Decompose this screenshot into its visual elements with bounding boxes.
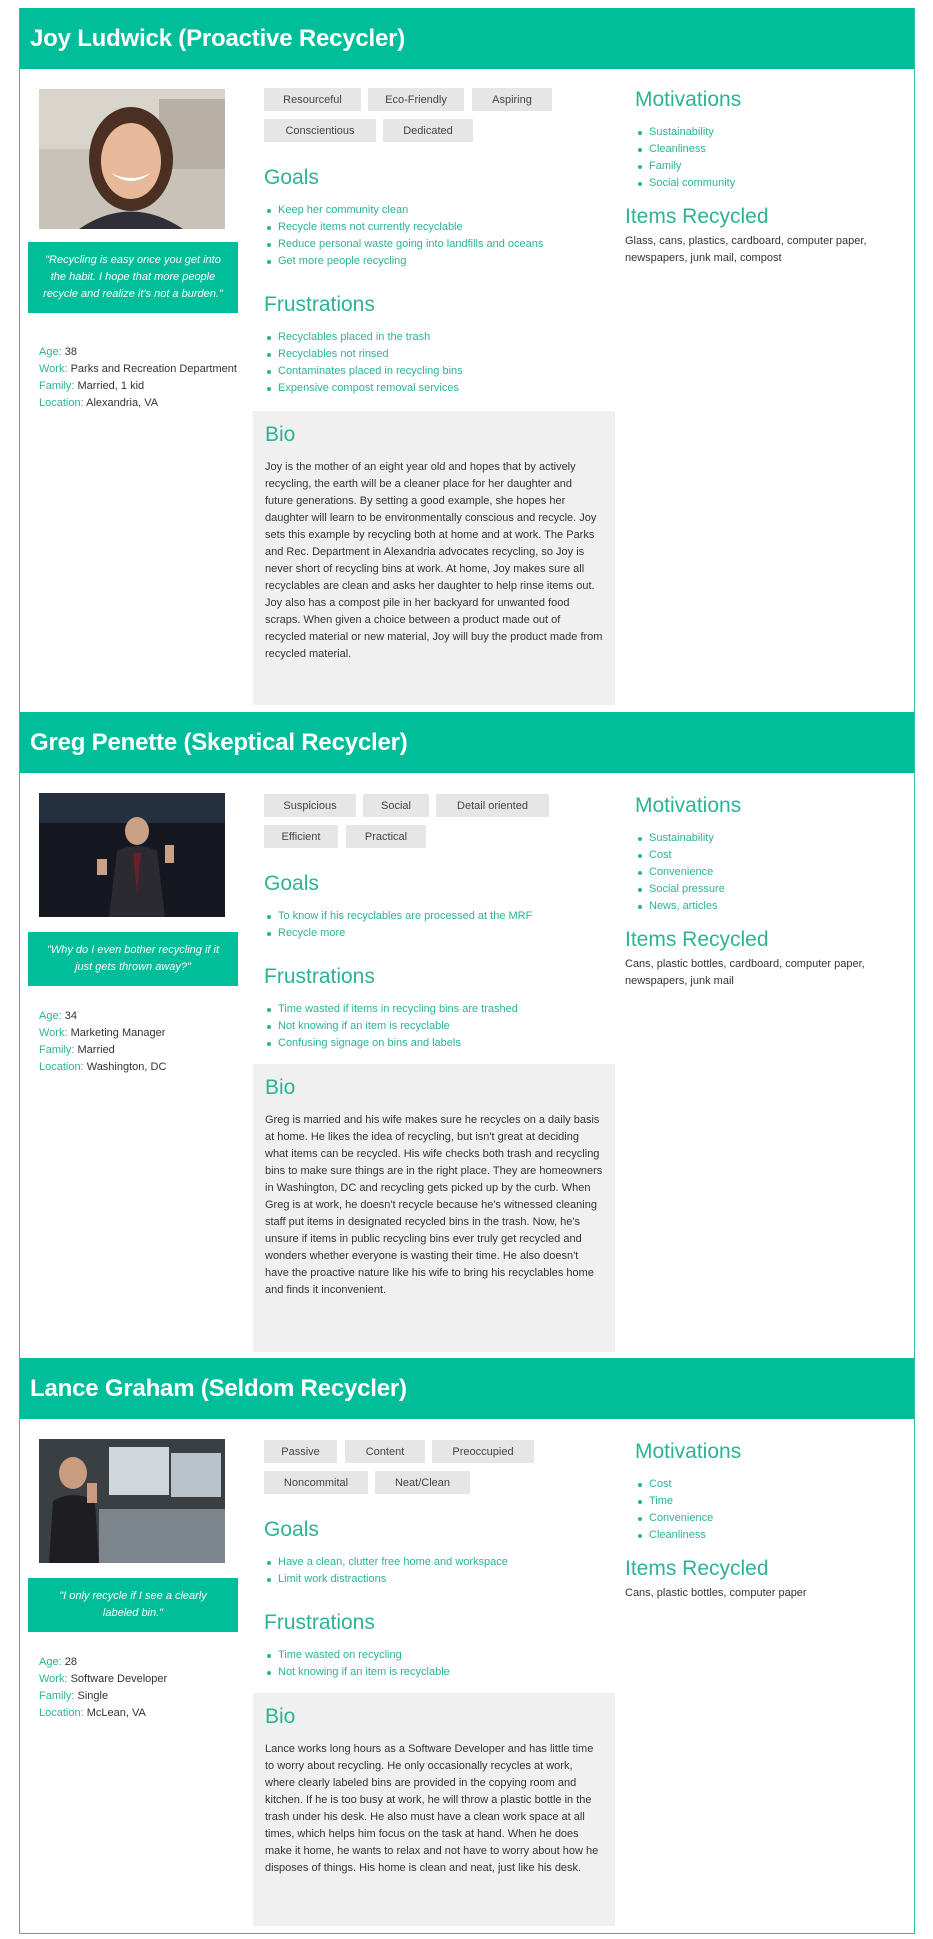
trait-tag: Suspicious (264, 794, 356, 817)
family-label: Family: (39, 1690, 75, 1702)
motivation-item: Convenience (635, 864, 895, 881)
family-value: Married, 1 kid (77, 380, 145, 392)
bio-title: Bio (265, 1076, 296, 1099)
items-recycled-text: Cans, plastic bottles, computer paper (625, 1587, 807, 1599)
work-label: Work: (39, 1673, 68, 1685)
frustration-item: Not knowing if an item is recyclable (264, 1664, 624, 1681)
frustrations-list (264, 1647, 624, 1681)
age-value: 28 (64, 1656, 77, 1668)
persona-facts (39, 344, 239, 412)
motivation-item: Family (635, 158, 895, 175)
persona-facts (39, 1008, 239, 1076)
motivation-item: Cleanliness (635, 1527, 895, 1544)
work-label: Work: (39, 1027, 68, 1039)
motivation-item: Cost (635, 1476, 895, 1493)
frustration-item: Time wasted if items in recycling bins are trashed (264, 1001, 624, 1018)
bio-title: Bio (265, 423, 296, 446)
items-recycled-title: Items Recycled (625, 928, 769, 951)
trait-tag: Efficient (264, 825, 338, 848)
age-label: Age: (39, 1656, 62, 1668)
work-value: Parks and Recreation Department (70, 363, 237, 375)
items-recycled-text: Cans, plastic bottles, cardboard, computer paper, newspapers, junk mail (625, 958, 865, 987)
age-value: 38 (64, 346, 77, 358)
persona-header (20, 8, 914, 69)
frustration-item: Expensive compost removal services (264, 380, 624, 397)
location-value: McLean, VA (86, 1707, 146, 1719)
frustration-item: Time wasted on recycling (264, 1647, 624, 1664)
motivations-title: Motivations (635, 88, 742, 111)
trait-tag: Conscientious (264, 119, 376, 142)
location-label: Location: (39, 1061, 84, 1073)
trait-tag: Resourceful (264, 88, 361, 111)
motivation-item: Sustainability (635, 830, 895, 847)
man-presenting-photo (39, 793, 225, 917)
family-value: Single (77, 1690, 109, 1702)
persona-name: Joy Ludwick (Proactive Recycler) (30, 24, 406, 52)
age-label: Age: (39, 1010, 62, 1022)
items-recycled-title: Items Recycled (625, 1557, 769, 1580)
location-value: Washington, DC (86, 1061, 167, 1073)
goals-list (264, 1554, 624, 1588)
work-label: Work: (39, 363, 68, 375)
work-value: Software Developer (70, 1673, 168, 1685)
persona-quote: "I only recycle if I see a clearly labeled bin." (28, 1578, 238, 1632)
motivations-list (635, 830, 895, 915)
goals-title: Goals (264, 166, 319, 189)
persona-name: Greg Penette (Skeptical Recycler) (30, 728, 408, 756)
motivation-item: News, articles (635, 898, 895, 915)
motivations-title: Motivations (635, 794, 742, 817)
persona-quote: "Recycling is easy once you get into the habit. I hope that more people recycle and realize it's not a burden." (28, 242, 238, 313)
frustration-item: Confusing signage on bins and labels (264, 1035, 624, 1052)
trait-tag: Neat/Clean (375, 1471, 470, 1494)
age-value: 34 (64, 1010, 77, 1022)
goal-item: To know if his recyclables are processed at the MRF (264, 908, 624, 925)
motivation-item: Time (635, 1493, 895, 1510)
persona-card-lance (19, 1358, 915, 1934)
motivation-item: Social pressure (635, 881, 895, 898)
bio-text: Joy is the mother of an eight year old and hopes that by actively recycling, the earth will be a cleaner place for her daughter and future generations. By setting a good example, she hopes her daughter will learn to be environmentally conscious and recycle. Joy sets this example by recycling both at home and at work. The Parks and Rec. Department in Alexandria advocates recycling, so Joy is never short of recycling bins at work. At home, Joy makes sure all recyclables are clean and asks her daughter to help rinse items out. Joy also has a compost pile in her backyard for unwanted food scraps. When given a choice between a product made out of recycled material or new material, Joy will buy the product made from recycled material. (265, 461, 603, 660)
goals-list (264, 202, 624, 270)
persona-header (20, 1358, 914, 1419)
goal-item: Keep her community clean (264, 202, 624, 219)
location-label: Location: (39, 397, 84, 409)
goal-item: Limit work distractions (264, 1571, 624, 1588)
persona-card-joy (19, 8, 915, 712)
bio-title: Bio (265, 1705, 296, 1728)
motivation-item: Social community (635, 175, 895, 192)
goals-title: Goals (264, 872, 319, 895)
frustration-item: Recyclables not rinsed (264, 346, 624, 363)
motivation-item: Convenience (635, 1510, 895, 1527)
motivations-list (635, 124, 895, 192)
trait-tag: Content (345, 1440, 425, 1463)
trait-tag: Practical (346, 825, 426, 848)
trait-tag: Dedicated (383, 119, 473, 142)
motivation-item: Sustainability (635, 124, 895, 141)
trait-tag: Eco-Friendly (368, 88, 464, 111)
trait-tag: Aspiring (472, 88, 552, 111)
goal-item: Get more people recycling (264, 253, 624, 270)
location-value: Alexandria, VA (86, 397, 159, 409)
trait-tag: Social (363, 794, 429, 817)
frustrations-title: Frustrations (264, 293, 375, 316)
persona-facts (39, 1654, 239, 1722)
family-label: Family: (39, 1044, 75, 1056)
goal-item: Recycle items not currently recyclable (264, 219, 624, 236)
motivations-list (635, 1476, 895, 1544)
frustrations-title: Frustrations (264, 1611, 375, 1634)
items-recycled-title: Items Recycled (625, 205, 769, 228)
motivation-item: Cleanliness (635, 141, 895, 158)
bio-panel (253, 1693, 615, 1926)
persona-header (20, 712, 914, 773)
bio-panel (253, 411, 615, 705)
persona-card-greg (19, 712, 915, 1358)
trait-tag: Passive (264, 1440, 337, 1463)
items-recycled-text: Glass, cans, plastics, cardboard, computer paper, newspapers, junk mail, compost (625, 235, 867, 264)
frustrations-list (264, 329, 624, 397)
goals-list (264, 908, 624, 942)
goal-item: Reduce personal waste going into landfills and oceans (264, 236, 624, 253)
bio-text: Lance works long hours as a Software Developer and has little time to worry about recycling. He only occasionally recycles at work, where clearly labeled bins are provided in the copying room and kitchen. If he is too busy at work, he will throw a plastic bottle in the trash under his desk. He also must have a clean work space at all times, which helps him focus on the task at hand. When he does make it home, he wants to relax and not have to worry about how he disposes of things. His home is clean and neat, just like his desk. (265, 1743, 599, 1874)
goal-item: Recycle more (264, 925, 624, 942)
persona-name: Lance Graham (Seldom Recycler) (30, 1374, 407, 1402)
frustration-item: Recyclables placed in the trash (264, 329, 624, 346)
frustrations-list (264, 1001, 624, 1052)
smiling-woman-photo (39, 89, 225, 229)
man-at-desk-photo (39, 1439, 225, 1563)
frustration-item: Not knowing if an item is recyclable (264, 1018, 624, 1035)
frustration-item: Contaminates placed in recycling bins (264, 363, 624, 380)
family-value: Married (77, 1044, 115, 1056)
goal-item: Have a clean, clutter free home and workspace (264, 1554, 624, 1571)
age-label: Age: (39, 346, 62, 358)
bio-panel (253, 1064, 615, 1352)
goals-title: Goals (264, 1518, 319, 1541)
family-label: Family: (39, 380, 75, 392)
motivations-title: Motivations (635, 1440, 742, 1463)
location-label: Location: (39, 1707, 84, 1719)
trait-tag: Preoccupied (432, 1440, 534, 1463)
frustrations-title: Frustrations (264, 965, 375, 988)
trait-tag: Noncommital (264, 1471, 368, 1494)
work-value: Marketing Manager (70, 1027, 166, 1039)
persona-quote: "Why do I even bother recycling if it just gets thrown away?" (28, 932, 238, 986)
motivation-item: Cost (635, 847, 895, 864)
trait-tag: Detail oriented (436, 794, 549, 817)
persona-page (19, 8, 915, 1934)
bio-text: Greg is married and his wife makes sure he recycles on a daily basis at home. He likes the idea of recycling, but isn't great at deciding what items can be recycled. His wife checks both trash and recycling bins to make sure things are in the right place. They are homeowners in Washington, DC and recycling gets picked up by the curb. When Greg is at work, he doesn't recycle because he's witnessed cleaning staff put items in designated recycled bins in the trash. Now, he's unsure if items in public recycling bins ever truly get recycled and wonders whether everyone is wasting their time. He also doesn't have the proactive nature like his wife to bring his recyclables home and finds it inconvenient. (265, 1114, 603, 1296)
